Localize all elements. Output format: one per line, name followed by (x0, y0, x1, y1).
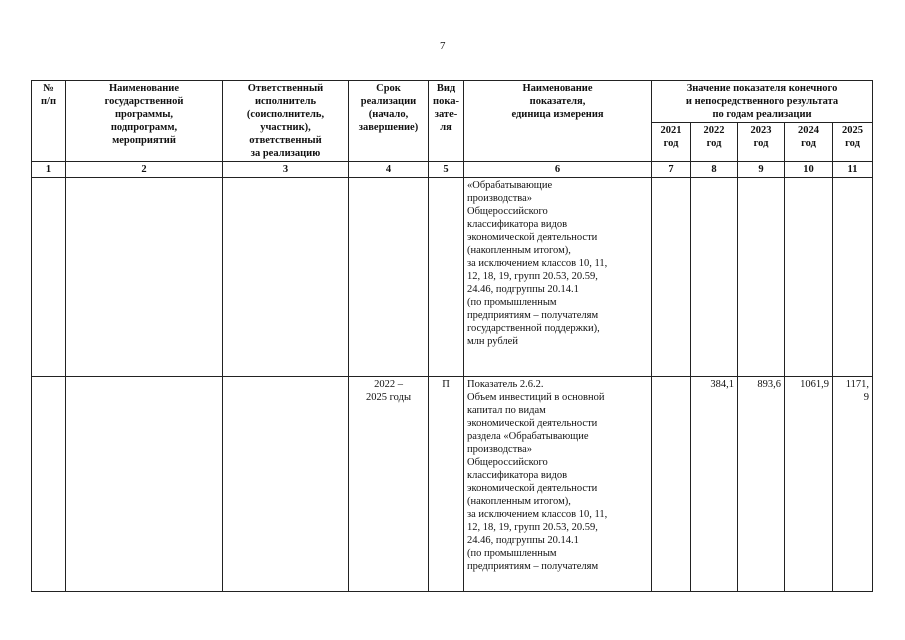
row-indicator (464, 377, 652, 592)
row-program (66, 377, 223, 592)
column-number: 2 (66, 162, 223, 178)
indicator-line: «Обрабатывающие (467, 180, 553, 191)
value-2021 (652, 178, 691, 377)
row-term (349, 178, 429, 377)
indicator-line: экономической деятельности (467, 418, 598, 429)
table-row (32, 377, 873, 592)
row-kind (429, 178, 464, 377)
indicator-line: (накопленным итогом), (467, 496, 571, 507)
value-2024: 1061,9 (785, 377, 833, 592)
indicator-line: (накопленным итогом), (467, 245, 571, 256)
header-year-2021: 2021 год (652, 123, 691, 162)
header-year-2022: 2022 год (691, 123, 738, 162)
column-number: 4 (349, 162, 429, 178)
indicator-line: (по промышленным (467, 548, 557, 559)
value-2023 (738, 178, 785, 377)
indicator-line: производства» (467, 444, 533, 455)
column-number: 10 (785, 162, 833, 178)
indicator-line: предприятиям – получателям (467, 561, 599, 572)
header-year-2023: 2023 год (738, 123, 785, 162)
indicator-line: классификатора видов (467, 219, 568, 230)
value-2022 (691, 178, 738, 377)
row-indicator (464, 178, 652, 377)
row-kind: П (429, 377, 464, 592)
indicator-line: капитал по видам (467, 405, 546, 416)
indicator-line: за исключением классов 10, 11, (467, 509, 608, 520)
header-year-2024: 2024 год (785, 123, 833, 162)
indicator-line: 12, 18, 19, групп 20.53, 20.59, (467, 522, 598, 533)
column-number: 1 (32, 162, 66, 178)
column-number: 7 (652, 162, 691, 178)
indicator-line: за исключением классов 10, 11, (467, 258, 608, 269)
header-program: Наименование государственной программы, подпрограмм, мероприятий (66, 81, 223, 162)
header-executor: Ответственный исполнитель (соисполнитель, участник), ответственный за реализацию (223, 81, 349, 162)
indicator-line: классификатора видов (467, 470, 568, 481)
indicator-line: экономической деятельности (467, 483, 598, 494)
indicator-line: 12, 18, 19, групп 20.53, 20.59, (467, 271, 598, 282)
column-number: 3 (223, 162, 349, 178)
column-number: 6 (464, 162, 652, 178)
column-number-row (32, 162, 873, 178)
indicators-table (31, 80, 873, 592)
indicator-line: млн рублей (467, 336, 518, 347)
indicator-line: Объем инвестиций в основной (467, 392, 605, 403)
indicator-line: государственной поддержки), (467, 323, 600, 334)
column-number: 9 (738, 162, 785, 178)
indicator-line: Общероссийского (467, 206, 548, 217)
value-2022: 384,1 (691, 377, 738, 592)
indicator-line: производства» (467, 193, 533, 204)
value-2023: 893,6 (738, 377, 785, 592)
page-number: 7 (440, 40, 446, 52)
indicator-line: предприятиям – получателям (467, 310, 599, 321)
row-executor (223, 377, 349, 592)
header-term: Срок реализации (начало, завершение) (349, 81, 429, 162)
value-2024 (785, 178, 833, 377)
indicator-line: раздела «Обрабатывающие (467, 431, 589, 442)
indicator-line: Показатель 2.6.2. (467, 379, 544, 390)
column-number: 5 (429, 162, 464, 178)
indicator-line: (по промышленным (467, 297, 557, 308)
indicator-line: 24.46, подгруппы 20.14.1 (467, 535, 579, 546)
value-2021 (652, 377, 691, 592)
header-row-top (32, 81, 873, 123)
row-number (32, 377, 66, 592)
value-2025: 1171, 9 (833, 377, 873, 592)
column-number: 11 (833, 162, 873, 178)
indicator-line: экономической деятельности (467, 232, 598, 243)
row-term: 2022 – 2025 годы (349, 377, 429, 592)
header-indicator: Наименование показателя, единица измерения (464, 81, 652, 162)
row-executor (223, 178, 349, 377)
header-number: № п/п (32, 81, 66, 162)
column-number: 8 (691, 162, 738, 178)
header-year-2025: 2025 год (833, 123, 873, 162)
indicator-line: Общероссийского (467, 457, 548, 468)
header-kind: Вид пока- зате- ля (429, 81, 464, 162)
row-program (66, 178, 223, 377)
indicator-line: 24.46, подгруппы 20.14.1 (467, 284, 579, 295)
table-row (32, 178, 873, 377)
value-2025 (833, 178, 873, 377)
row-number (32, 178, 66, 377)
header-values-group: Значение показателя конечного и непосредственного результата по годам реализации (652, 81, 873, 123)
